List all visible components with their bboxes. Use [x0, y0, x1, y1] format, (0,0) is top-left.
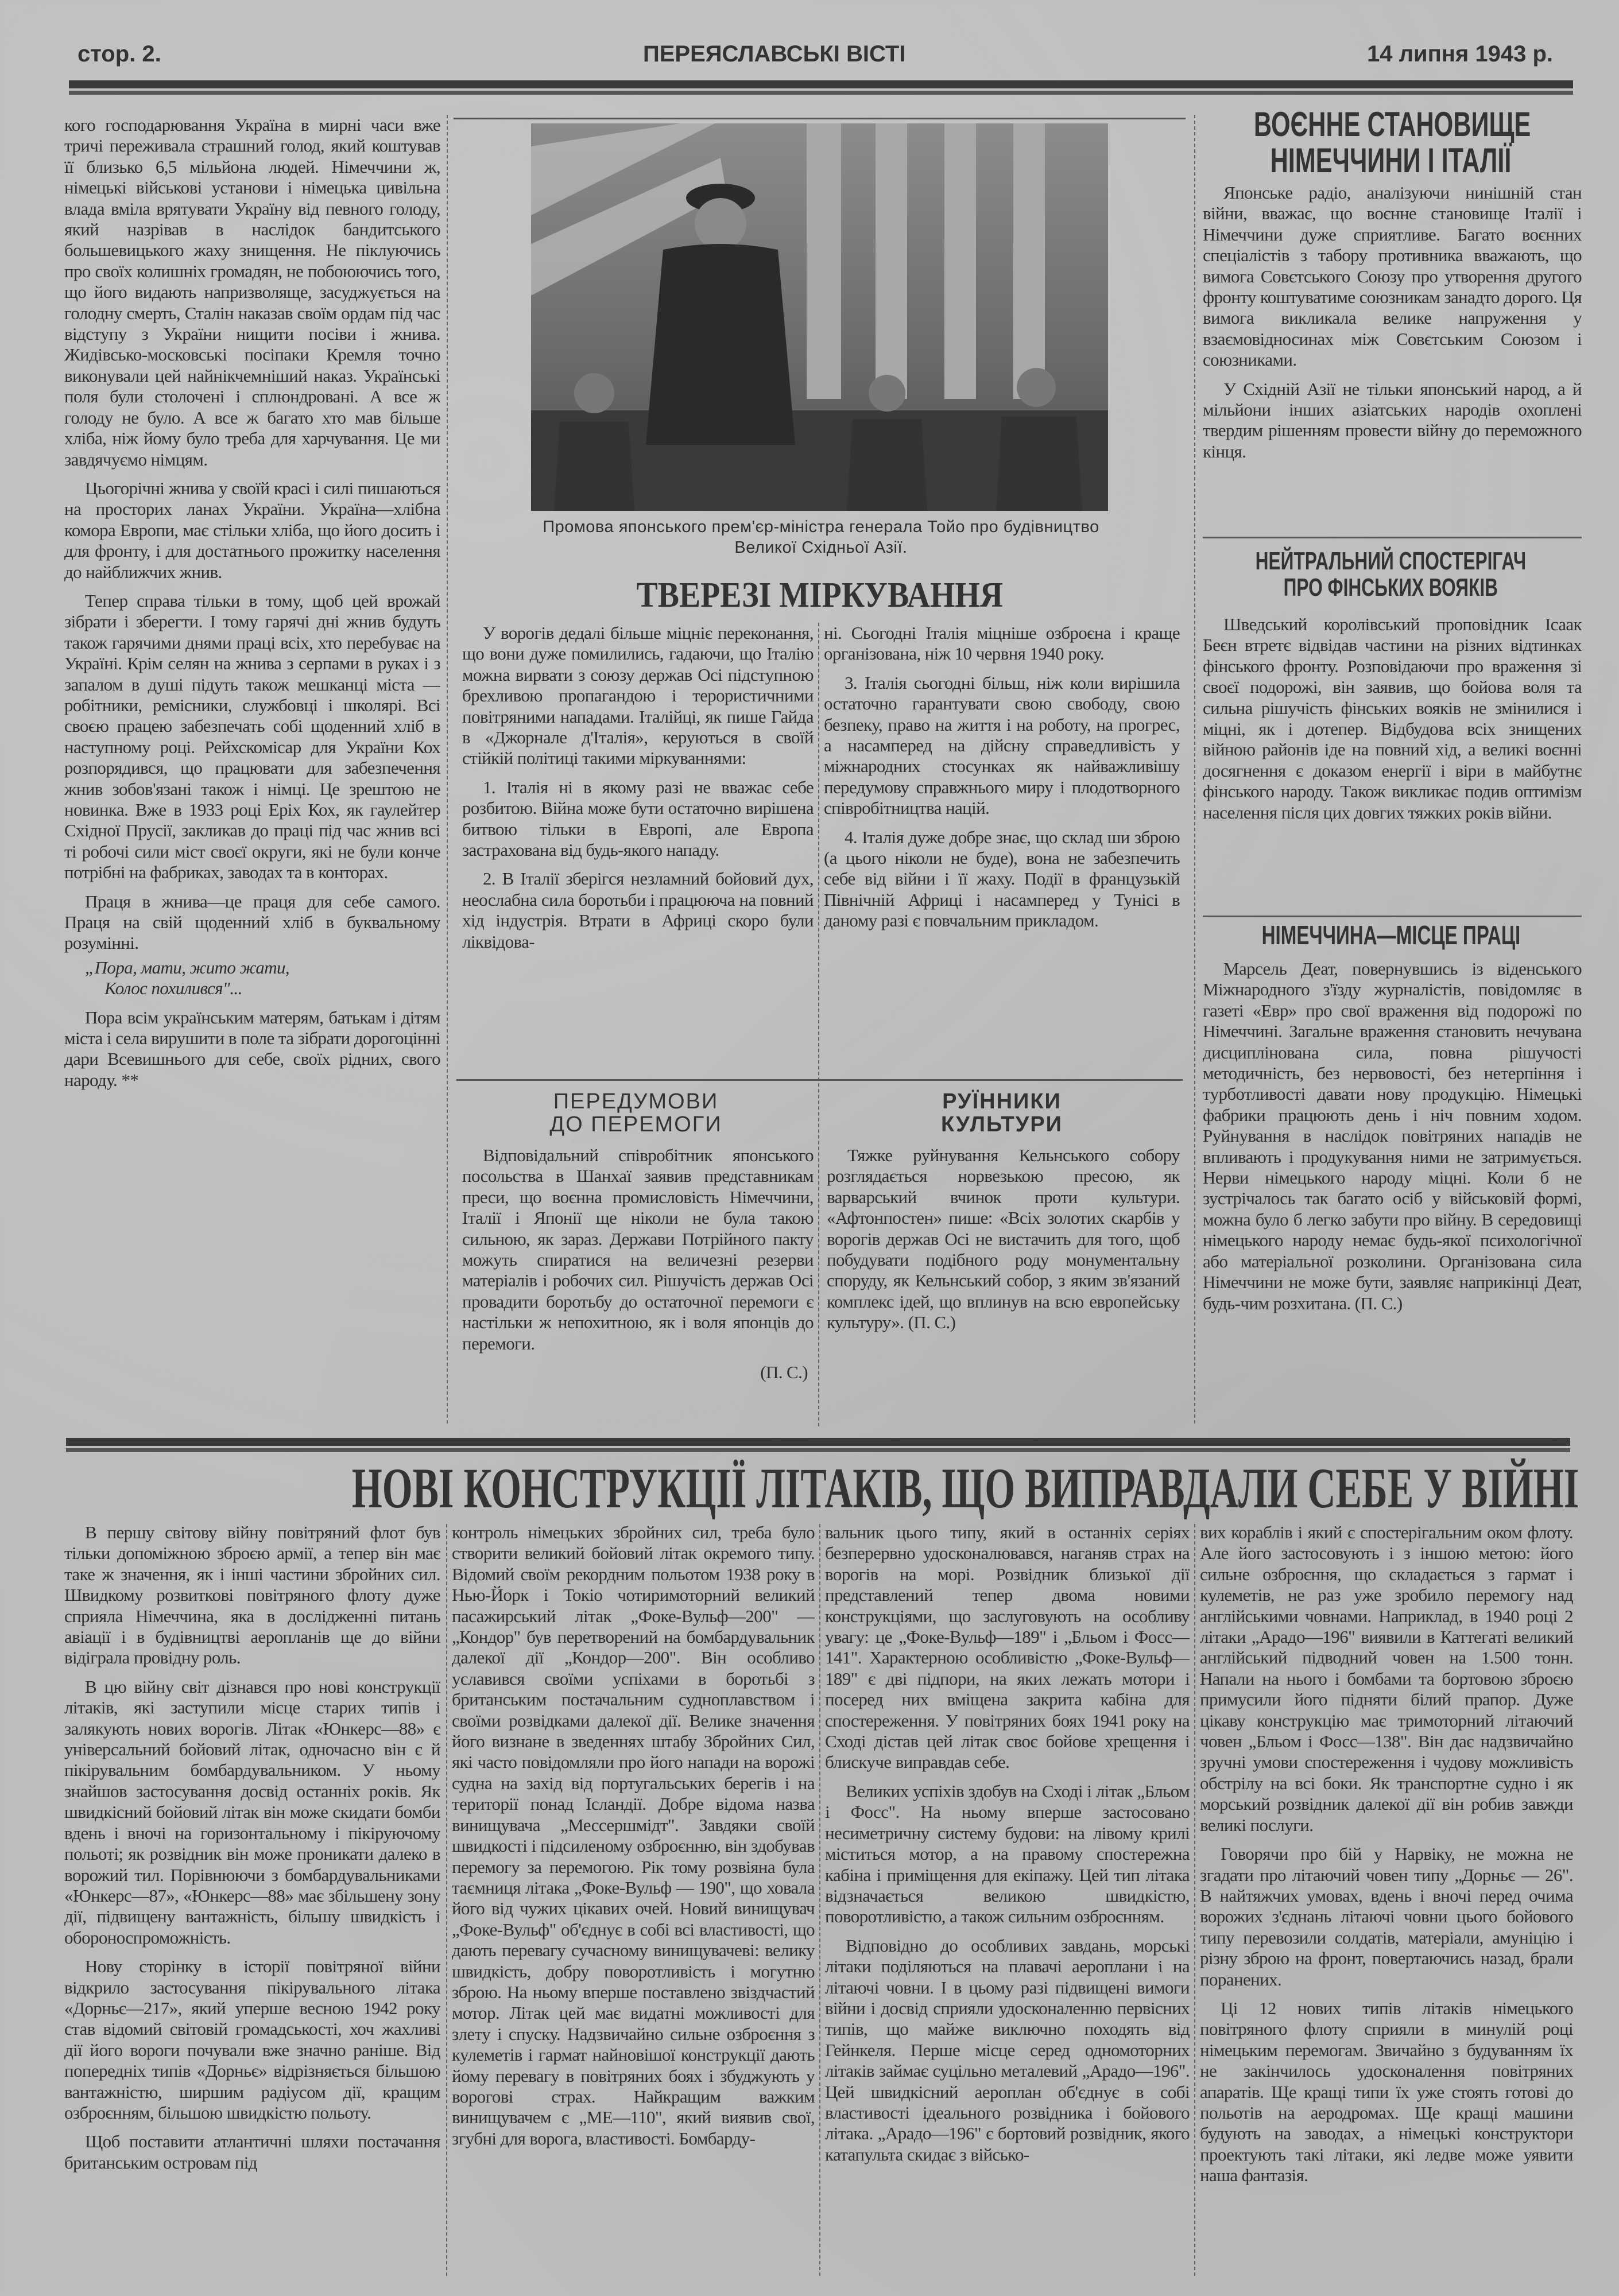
headline-line: ПРО ФІНСЬКИХ ВОЯКІВ [1283, 573, 1498, 602]
sober-col-1 [462, 623, 814, 1071]
paragraph: У ворогів дедалі більше міцніє переконання, що вони дуже помилились, гадаючи, що Італію можна вирвати з союзу держав Осі підступною брехливою пропагандою і терористичними повітряними нападами. Італійці, як пише Гайда в «Джорнале д'Італія», керуються в своїй стійкій політиці такими міркуваннями: [462, 623, 814, 769]
preconditions-body [462, 1145, 814, 1426]
paragraph: Японське радіо, аналізуючи нинішній стан війни, вважає, що воєнне становище Італії і Німеччини дуже сприятливе. Багато воєнних спеціалістів з табору противника вважають, що вимога Совєтського Союзу про утворення другого фронту коштуватиме союзникам занадто дорого. Ця вимога викликала велике напруження у взаємовідносинах між Совєтським Союзом і союзниками. [1203, 183, 1582, 370]
workplace-title [1200, 921, 1582, 949]
paragraph: 3. Італія сьогодні більш, ніж коли вирішила остаточно гарантувати свою свободу, свою безпеку, право на життя і на роботу, на прогрес, а насамперед на дійсну справедливість у міжнародних стосунках як найважливішу передумову справжнього миру і плодотворного співробітництва націй. [824, 672, 1180, 819]
aircraft-col-4 [1200, 1522, 1573, 2274]
headline-line: НІМЕЧЧИНИ І ІТАЛІЇ [1270, 141, 1512, 180]
headline-line: КУЛЬТУРИ [941, 1112, 1063, 1137]
military-title [1200, 106, 1582, 179]
paragraph: У Східній Азії не тільки японський народ, а й мільйони інших азіатських народів охоплені твердим рішенням провести війну до переможного кінця. [1203, 378, 1582, 461]
headline-line: НЕЙТРАЛЬНИЙ СПОСТЕРІГАЧ [1255, 547, 1527, 575]
preconditions-title [456, 1091, 815, 1137]
headline-line: ДО ПЕРЕМОГИ [549, 1112, 722, 1137]
aircraft-col-3 [825, 1522, 1190, 2274]
paragraph: ні. Сьогодні Італія міцніше озброєна і краще організована, ніж 10 червня 1940 року. [824, 623, 1180, 664]
paragraph: Нову сторінку в історії повітряної війни відкрило застосування пікірувального літака «Дорньє—217», який уперше весною 1942 року став відомий світовій громадськості, хоч жахливі дії його вороги почували вже значно раніше. Від попередніх типів «Дорньє» відрізняється більшою вантажністю, ширшим радіусом дії, кращим озброєнням, більшою швидкістю польоту. [64, 1956, 440, 2123]
poem-line: Колос похилився"... [104, 978, 242, 999]
column-divider [1194, 115, 1195, 1424]
column-divider [1194, 1524, 1195, 2276]
paragraph: 4. Італія дуже добре знає, що склад ши зброю (а цього ніколи не буде), вона не забезпечить себе від війни і її жаху. Події в французькій Північній Африці і насамперед у Тунісі в даному разі є повчальним прикладом. [824, 827, 1180, 931]
paragraph: Праця в жнива—це праця для себе самого. Праця на свій щоденний хліб в буквальному розумінні. [64, 891, 440, 953]
column-divider [446, 1524, 447, 2276]
section-rule [66, 1438, 1570, 1448]
column-divider [447, 115, 448, 1424]
section-divider [456, 1079, 1183, 1081]
neutral-body [1203, 614, 1582, 913]
paragraph: Марсель Деат, повернувшись із віденського Міжнародного з'їзду журналістів, повідомляє в газеті «Евр» про свої враження від подорожі по Німеччині. Загальне враження становить нечувана дисциплінована сила, повна рішучості методичність, без нервовості, без нетерпіння і турботливості давати нову продукцію. Німецькі фабрики працюють день і ніч повним ходом. Руйнування в наслідок повітряних нападів не впливають і продукування ними не затримується. Нерви німецького народу міцні. Коли б не зустрічалось так багато осіб у військовій формі, можна було б легко забути про війну. В середовищі німецького народу немає будь-якої психологічної або матеріальної розколини. Організована сила Німеччини не може бути, заявляє наприкінці Деат, будь-чим розхитана. (П. С.) [1203, 959, 1582, 1313]
paragraph: 2. В Італії зберігся незламний бойовий дух, неослабна сила боротьби і працююча на повний хід індустрія. Втрати в Африці скоро були ліквідова- [462, 868, 814, 952]
photo-premier-tojo [531, 123, 1108, 511]
headline: НОВІ КОНСТРУКЦІЇ ЛІТАКІВ, ЩО ВИПРАВДАЛИ СЕБЕ У ВІЙНІ [351, 1456, 1579, 1520]
aircraft-col-1 [64, 1522, 440, 2274]
destroyers-body [827, 1145, 1180, 1426]
page-number: стор. 2. [78, 41, 161, 67]
paragraph: Говорячи про бій у Нарвіку, не можна не згадати про літаючий човен типу „Дорньє — 26". В найтяжчих умовах, вдень і вночі перед очима ворожих з'єднань літаючі човни цього бойового типу перевозили солдатів, матеріали, амуніцію і різну зброю на фронт, повертаючись назад, брали поранених. [1200, 1844, 1573, 1989]
paragraph: Цьогорічні жнива у своїй красі і силі пишаються на просторих ланах України. Україна—хлібна комора Европи, має стільки хліба, що його досить і для фронту, і для достатнього прожитку населення до найближчих жнив. [64, 478, 440, 582]
headline: ТВЕРЕЗІ МІРКУВАННЯ [636, 576, 1003, 615]
paragraph: Відповідальний співробітник японського посольства в Шанхаї заявив представникам преси, що воєнна промисловість Німеччини, Італії і Японії ще ніколи не була такою сильною, як зараз. Держави Потрійного пакту можуть спиратися на величезні резерви матеріалів і робочих сил. Рішучість держав Осі провадити боротьбу до остаточної перемоги є настільки ж непохитною, як і воля японців до перемоги. [462, 1145, 814, 1353]
paragraph: В цю війну світ дізнався про нові конструкції літаків, які заступили місце старих типів і залякують нових ворогів. Літак «Юнкерс—88» є універсальний бойовий літак, одночасно він є й пікірувальним бомбардувальником. У ньому знайшов застосування досвід останніх років. Як швидкісний бойовий літак він може скидати бомби вдень і вночі на горизонтальному і пікіруючому польоті; як розвідник він може проникати далеко в ворожий тил. Порівнюючи з бомбардувальниками «Юнкерс—87», «Юнкерс—88» має збільшену зону дії, підвищену вантажність, більшу швидкість і обороноспроможність. [64, 1676, 440, 1948]
paragraph: вальник цього типу, який в останніх серіях безперервно удосконалювався, наганяв страх на ворогів на морі. Розвідник близької дії представлений тепер двома новими конструкціями, що заслуговують на особливу увагу: це „Фоке-Вульф—189" і „Бльом і Фосс—141". Характерною особливістю „Фоке-Вульф—189" є дві підпори, на яких лежать мотори і посеред них вміщена закрита кабіна для спостереження. У повітряних боях 1941 року на Сході дістав цей літак своє бойове хрещення і блискуче виправдав себе. [825, 1522, 1190, 1773]
harvest-article [64, 115, 440, 1424]
sober-col-2 [824, 623, 1180, 1071]
headline-line: ВОЄННЕ СТАНОВИЩЕ [1253, 105, 1531, 144]
newspaper-title: ПЕРЕЯСЛАВСЬКІ ВІСТІ [643, 41, 906, 67]
paragraph: Відповідно до особливих завдань, морські літаки поділяються на плавачі аероплани і на літаючі човни. І в цьому разі підвищені вимоги війни і досвід сприяли удосконаленню первісних типів, що майже виключно походять від Гейнкеля. Перше місце серед одномоторних літаків займає суцільно металевий „Арадо—196". Цей швидкісний аероплан об'єднує в собі властивості ідеального розвідника і бойового літака. „Арадо—196" є бортовий розвідник, якого катапульта скидає з військо- [825, 1935, 1190, 2165]
section-divider [1203, 916, 1582, 917]
neutral-title [1200, 548, 1582, 601]
military-body [1203, 183, 1582, 527]
sober-title [454, 577, 1186, 614]
paragraph: Щоб поставити атлантичні шляхи постачання британським островам під [64, 2131, 440, 2173]
paragraph: вих кораблів і який є спостерігальним оком флоту. Але його застосовують і з іншою метою: його сильне озброєння, що складається з гармат і кулеметів, не раз уже зробило перемогу над англійськими човнами. Наприклад, в 1940 році 2 літаки „Арадо—196" виявили в Каттегаті великий англійський підводний човен на 1.500 тонн. Напали на нього і бомбами та бортовою зброєю примусили його підняти білий прапор. Дуже цікаву конструкцію має тримоторний літаючий човен „Бльом і Фосс—138". Він дає надзвичайно зручні умови спостереження і чудову можливість обстрілу на всі боки. Як транспортне судно і як морський розвідник далекої дії він робив завжди великі послуги. [1200, 1522, 1573, 1835]
paragraph: Тепер справа тільки в тому, щоб цей врожай зібрати і зберегти. І тому гарячі дні жнив будуть також гарячими днями праці всіх, хто перебуває на Україні. Крім селян на жнива з серпами в руках і з запалом в душі підуть також мешканці міста — робітники, ремісники, службовці і школярі. Всі своєю працею забезпечать собі щоденний хліб в наступному році. Рейхскомісар для України Кох розпорядився, що працювати для забезпечення жнив зобов'язані також і німці. Це зрештою не новинка. Вже в 1933 році Еріх Кох, як гаулейтер Східної Прусії, закликав до праці під час жнив всі ті робочі сили міст своєї округи, які не були конче потрібні на фабриках, заводах та в конторах. [64, 590, 440, 883]
photo-caption: Промова японського прем'єр-міністра генерала Тойо про будівництво Великої Східньої Азії. [543, 518, 1099, 557]
poem-line: „Пора, мати, жито жати, [85, 957, 290, 978]
aircraft-title [63, 1456, 1579, 1520]
paragraph: Пора всім українським матерям, батькам і дітям міста і села вирушити в поле та зібрати дорогоцінні дари Всевишнього для себе, своїх рідних, свого народу. ** [64, 1007, 440, 1090]
paragraph: кого господарювання Україна в мирні часи вже тричі переживала страшний голод, який коштував її близько 6,5 мільйона людей. Німеччини ж, німецькі військові установи і німецька цивільна влада вміла врятувати Україну від певного голоду, який назрівав в наслідок бандитського большевицького жаху знищення. Не піклуючись про своїх колишніх громадян, не побоюючись того, що його видають напризволяще, засуджується на голодну смерть, Сталін наказав своїм ордам під час відступу з України нищити посіви і жнива. Жидівсько-московські посіпаки Кремля точно виконували цей найнікчемніший наказ. Українські поля були столочені і сплюндровані. А все ж голоду не було. А все ж багато хто мав більше хліба, ніж йому було треба для харчування. Це ми завдячуємо німцям. [64, 115, 440, 470]
source-tag: (П. С.) [760, 1362, 808, 1383]
aircraft-col-2 [452, 1522, 815, 2274]
masthead-rule [69, 80, 1573, 91]
headline-line: РУЇННИКИ [942, 1089, 1062, 1114]
paragraph: Шведський королівський проповідник Ісаак Беєн втретє відвідав частини на різних відтинках фінського фронту. Розповідаючи про враження зі своєї подорожі, він заявив, що бойова воля та сильна рішучість фінських вояків не змінилися і міцні, як і дотепер. Відбудова всіх знищених війною районів іде на повний хід, а великі воєнні досягнення є доказом енергії і віри в майбутнє фінського народу. Також викликає подив оптимізм населення після цих довгих тяжких років війни. [1203, 614, 1582, 823]
section-divider [1203, 537, 1582, 538]
column-divider [819, 1524, 820, 2276]
workplace-body [1203, 959, 1582, 1426]
paragraph: В першу світову війну повітряний флот був тільки допоміжною зброєю армії, а тепер він має таке ж значення, як і інші частини збройних сил. Швидкому розвиткові повітряного флоту дуже сприяла Німеччина, яка в дослідженні питань авіації і в будівництві аеропланів ще до війни відіграла провідну роль. [64, 1522, 440, 1668]
paragraph: Великих успіхів здобув на Сході і літак „Бльом і Фосс". На ньому вперше застосовано несиметричну систему будови: на лівому крилі міститься мотор, а на правому спостережна кабіна і приміщення для екіпажу. Цей тип літака відзначається великою швидкістю, поворотливістю, а також сильним озброєнням. [825, 1781, 1190, 1927]
paragraph: Ці 12 нових типів літаків німецького повітряного флоту сприяли в минулій році німецьким перемогам. Звичайно з будуванням їх не закінчилось удосконалення повітряних апаратів. Ще кращі типи їх уже стоять готові до польотів на аеродромах. Ще кращі машини будують на заводах, а німецькі конструктори проектують такі літаки, які ледве може уявити наша фантазія. [1200, 1998, 1573, 2186]
paragraph: 1. Італія ні в якому разі не вважає себе розбитою. Війна може бути остаточно вирішена битвою тільки в Европі, але Европа застрахована від будь-якого нападу. [462, 777, 814, 860]
column-divider [818, 623, 819, 1426]
issue-date: 14 липня 1943 р. [1366, 41, 1553, 67]
destroyers-title [821, 1091, 1183, 1137]
paragraph: Тяжке руйнування Кельнського собору розглядається норвезькою пресою, як варварський вчинок проти культури. «Афтонпостен» пише: «Всіх золотих скарбів у ворогів держав Осі не вистачить для того, щоб побудувати подібного роду монументальну споруду, як Кельнський собор, з яким зв'язаний комплекс ідей, що вплинув на всю европейську культуру». (П. С.) [827, 1145, 1180, 1333]
headline: НІМЕЧЧИНА—МІСЦЕ ПРАЦІ [1261, 920, 1520, 950]
headline-line: ПЕРЕДУМОВИ [553, 1089, 719, 1114]
paragraph: контроль німецьких збройних сил, треба було створити великий бойовий літак окремого типу. Відомий своїм рекордним польотом 1938 року в Нью-Йорк і Токіо чотиримоторний великий пасажирський літак „Фоке-Вульф—200" — „Кондор" був перетворений на бомбардувальник далекої дії „Кондор—200". Він особливо уславився своїми успіхами в боротьбі з британським постачальним судноплавством і своїми розвідками далекої дії. Велике значення його визнане в зведеннях штабу Збройних Сил, які часто повідомляли про його напади на ворожі судна на захід від португальських берегів і на території понад Ісландії. Добре відома назва винищувача „Мессершмідт". Завдяки своїй швидкості і підсиленому озброєнню, він здобував перемогу за перемогою. Рік тому розвіяна була таємниця літака „Фоке-Вульф — 190", що ховала його від чужих цікавих очей. Новий винищувач „Фоке-Вульф" об'єднує в собі всі властивості, що дають перевагу сучасному винищувачеві: велику швидкість, добру поворотливість і могутню зброю. На ньому вперше поставлено звіздчастий мотор. Літак цей має видатні можливості для злету і спуску. Надзвичайно сильне озброєння з кулеметів і гармат найновішої конструкції дають йому перевагу в повітряних боях і збуджують у ворогові страх. Найкращим важким винищувачем є „МЕ—110", який виявив свої, згубні для ворога, властивості. Бомбарду- [452, 1522, 815, 2148]
